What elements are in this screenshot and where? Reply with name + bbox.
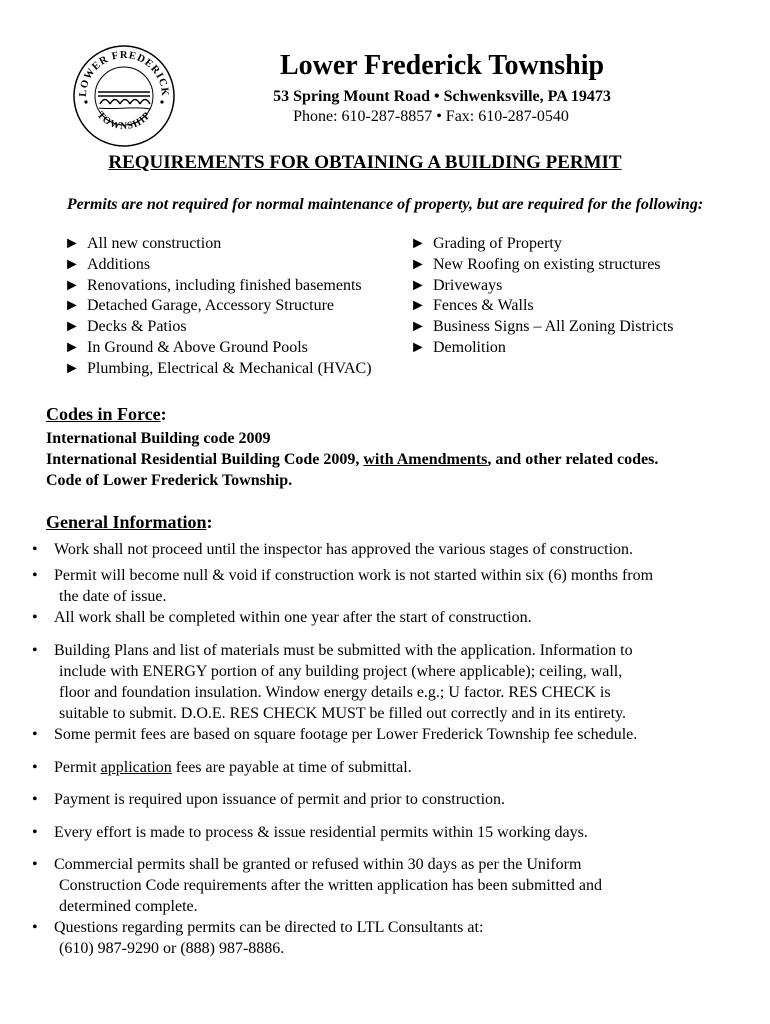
bullet-icon: •	[32, 856, 38, 873]
list-item: • Commercial permits shall be granted or refused within 30 days as per the Uniform Construction Code requirements after the written application has been submitted and determined complete.	[32, 856, 602, 915]
bullet-icon: •	[32, 609, 38, 626]
arrow-icon: ►	[410, 338, 426, 356]
list-item: ► Additions	[64, 255, 372, 276]
list-item: ► Plumbing, Electrical & Mechanical (HVAC)	[64, 359, 372, 380]
list-item: • All work shall be completed within one year after the start of construction.	[32, 609, 532, 626]
arrow-icon: ►	[64, 235, 80, 252]
bullet-icon: •	[32, 759, 38, 776]
list-item: • Building Plans and list of materials must be submitted with the application. Information to include with ENERGY portion of any building project (where applicable); ceiling, wall, floor and foundation insulation. Window energy details e.g.; U factor. RES CHECK is suitable to submit. D.O.E. RES CHECK MUST be filled out correctly and in its entirety.	[32, 642, 633, 722]
arrow-icon: ►	[410, 318, 426, 336]
amendments-link: with Amendments	[363, 451, 488, 468]
township-title: Lower Frederick Township	[279, 50, 605, 81]
list-item: • Questions regarding permits can be directed to LTL Consultants at: (610) 987-9290 or (888) 987-8886.	[32, 919, 484, 957]
arrow-icon: ►	[410, 297, 426, 315]
bullet-icon: •	[32, 567, 38, 584]
list-item: ► Driveways	[410, 276, 673, 297]
bullet-icon: •	[32, 726, 38, 743]
arrow-icon: ►	[64, 297, 80, 315]
arrow-icon: ►	[64, 359, 80, 377]
list-item: • Some permit fees are based on square footage per Lower Frederick Township fee schedule.	[32, 726, 638, 743]
list-item: • Permit will become null & void if construction work is not started within six (6) months from the date of issue.	[32, 567, 654, 605]
bullet-icon: •	[32, 824, 38, 841]
application-link: application	[100, 759, 172, 776]
list-item: ► Renovations, including finished basements	[64, 276, 372, 297]
bullet-icon: •	[32, 791, 38, 808]
list-item: ► All new construction	[64, 234, 372, 255]
list-item: ► In Ground & Above Ground Pools	[64, 338, 372, 359]
list-item: • Payment is required upon issuance of permit and prior to construction.	[32, 791, 506, 808]
list-item: ► Grading of Property	[410, 234, 673, 255]
seal-text-bottom: TOWNSHIP	[94, 109, 154, 132]
permit-list-right	[410, 234, 673, 359]
list-item: ► New Roofing on existing structures	[410, 255, 673, 276]
arrow-icon: ►	[64, 276, 80, 294]
bullet-icon: •	[32, 541, 38, 558]
list-item: ► Fences & Walls	[410, 296, 673, 317]
arrow-icon: ►	[64, 318, 80, 336]
list-item: • Every effort is made to process & issue residential permits within 15 working days.	[32, 824, 588, 841]
list-item: ► Demolition	[410, 338, 673, 359]
arrow-icon: ►	[410, 235, 426, 252]
list-item: • Work shall not proceed until the inspector has approved the various stages of construction.	[32, 541, 634, 558]
permit-list-left	[64, 234, 372, 380]
list-item: ► Business Signs – All Zoning Districts	[410, 317, 673, 338]
arrow-icon: ►	[64, 338, 80, 356]
township-phone-fax: Phone: 610-287-8857 • Fax: 610-287-0540	[293, 108, 569, 125]
township-address: 53 Spring Mount Road • Schwenksville, PA 19473	[273, 88, 611, 105]
general-section-title: General Information:	[46, 512, 213, 532]
codes-section-title: Codes in Force:	[46, 404, 167, 424]
code-line: International Building code 2009	[46, 430, 271, 447]
code-line: Code of Lower Frederick Township.	[46, 472, 293, 489]
codes-list	[46, 428, 658, 491]
arrow-icon: ►	[410, 276, 426, 294]
bullet-icon: •	[32, 642, 38, 659]
arrow-icon: ►	[64, 255, 80, 273]
intro-text: Permits are not required for normal maintenance of property, but are required for the following:	[66, 196, 704, 213]
arrow-icon: ►	[410, 255, 426, 273]
list-item: ► Detached Garage, Accessory Structure	[64, 296, 372, 317]
bullet-icon: •	[32, 919, 38, 936]
list-item: • Permit application fees are payable at time of submittal.	[32, 759, 412, 776]
document-heading: REQUIREMENTS FOR OBTAINING A BUILDING PERMIT	[108, 152, 622, 173]
list-item: ► Decks & Patios	[64, 317, 372, 338]
code-line: International Residential Building Code 2009, with Amendments, and other related codes.	[46, 451, 659, 468]
seal-text-top: LOWER FREDERICK	[77, 49, 171, 98]
